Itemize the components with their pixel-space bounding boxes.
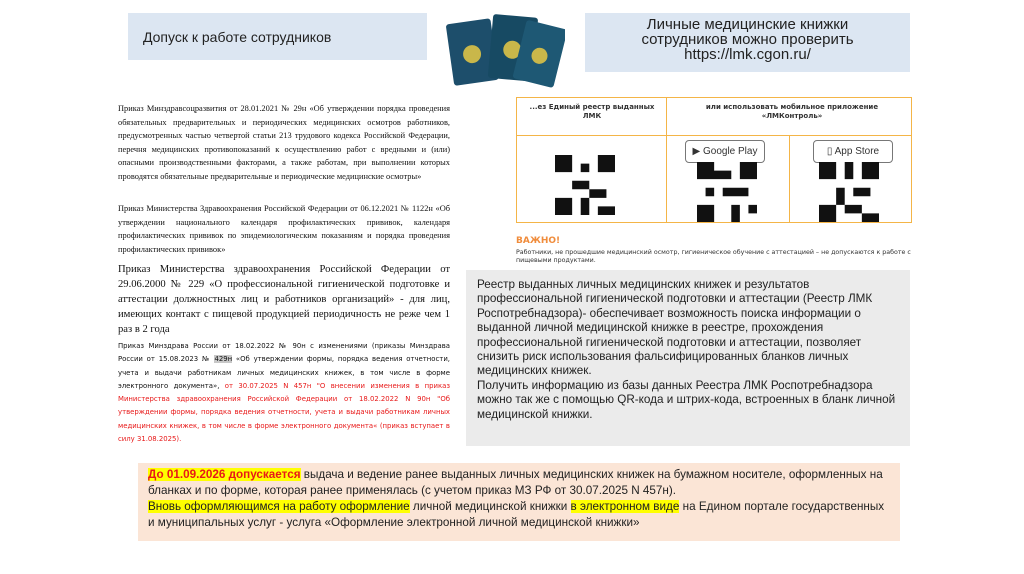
qr-code-icon[interactable] [555, 155, 615, 215]
order-29n: Приказ Минздравсоцразвития от 28.01.2021 № 29н «Об утверждении порядка проведения обязательных предварительных и периодических медицинских осмотров работников, предусмотренных частью четвертой статьи 213 трудового кодекса Российской Федерации, перечня медицинских противопоказаний к осуществлению работ с вредными и (или) опасными производственными факторами, а также работам, при выполнении которых проводятся обязательные предварительные и периодические медицинские осмотры» [118, 104, 450, 181]
notice-box [138, 463, 900, 541]
right-title-box [585, 13, 910, 72]
notice-highlight: Вновь оформляющимся на работу оформление [148, 500, 410, 513]
right-title-line: сотрудников можно проверить [641, 31, 854, 48]
left-title-box [128, 13, 427, 60]
app-header: или использовать мобильное приложение «ЛМКонтроль» [705, 103, 879, 120]
order-229: Приказ Министерства здравоохранения Российской Федерации от 29.06.2000 № 229 «О профессиональной гигиенической подготовке и аттестации должностных лиц и работников организаций» - для лиц, имеющих контакт с пищевой продукцией периодичность не реже чем 1 раз в 2 года [118, 264, 450, 335]
registry-info-box [466, 270, 910, 446]
registry-info-p1: Реестр выданных личных медицинских книжек и результатов профессиональной гигиенической подготовки и аттестации (Реестр ЛМК Роспотребнадзора)- обеспечивает возможность поиска информации о выданной личной медицинской книжке в реестре, прохождения профессиональной гигиенической подготовки и аттестации, позволяет снизить риск использования фальсифицированных бланков личных медицинских книжек. [477, 278, 873, 378]
app-store-button[interactable]: ▯ App Store [813, 140, 893, 163]
notice-highlight: в электронном виде [570, 500, 680, 513]
notice-text: на Едином портале государственных и муниципальных услуг - услуга «Оформление электронной личной медицинской книжки» [148, 500, 885, 529]
registry-header: ...ез Единый реестр выданных ЛМК [529, 103, 655, 120]
order-1122n: Приказ Министерства Здравоохранения Российской Федерации от 06.12.2021 № 1122н «Об утверждении национального календаря профилактических прививок, календаря профилактических прививок по эпидемиологическим показаниям и порядка проведения профилактических прививок» [118, 204, 450, 254]
qr-code-icon[interactable] [697, 162, 757, 222]
left-title: Допуск к работе сотрудников [143, 29, 332, 45]
notice-text: личной медицинской книжки [409, 500, 571, 513]
order-90n [118, 340, 450, 446]
notice-text: выдача и ведение ранее выданных личных медицинских книжек на бумажном носителе, оформленных на бланках и по форме, которая ранее применялась (с учетом приказ МЗ РФ от 30.07.2025 N 457н). [148, 468, 883, 497]
notice-deadline: До 01.09.2026 допускается [148, 468, 301, 481]
right-title-line: Личные медицинские книжки [646, 16, 849, 33]
registry-info-p2: Получить информацию из базы данных Реестра ЛМК Роспотребнадзора можно так же с помощью QR-кода и штрих-кода, встроенных в бланк личной медицинской книжки. [477, 378, 896, 421]
qr-panel [512, 93, 915, 263]
qr-code-icon[interactable] [819, 162, 879, 222]
google-play-label: Google Play [702, 146, 758, 157]
order-457n-text: от 30.07.2025 N 457н "О внесении изменения в приказ Министерства здравоохранения Российской Федерации от 18.02.2022 N 90н "Об утверждении формы, порядка ведения отчетности, учета и выдачи работникам личных медицинских книжек, в том числе в форме электронного документа« (приказ вступает в силу 31.08.2025). [118, 381, 450, 444]
order-90n-text: «Об утверждении формы, порядка ведения отчетности, учета и выдачи работникам личных медицинских книжек, в том числе в форме электронного документа», [118, 355, 450, 390]
google-play-button[interactable]: ▶ Google Play [685, 140, 765, 163]
important-text: Работники, не прошедшие медицинский осмотр, гигиеническое обучение с аттестацией – не допускаются к работе с пищевыми продуктами. [516, 249, 911, 264]
medical-books-image [440, 8, 565, 93]
important-heading: ВАЖНО! [516, 236, 561, 246]
lmk-url[interactable]: https://lmk.cgon.ru/ [684, 46, 811, 63]
app-store-label: App Store [834, 146, 880, 157]
order-90n-text: Приказ Минздрава России от 18.02.2022 № 90н с изменениями (приказы Минздрава России от 15.08.2023 № [118, 342, 450, 364]
order-429n: 429н [214, 355, 233, 364]
